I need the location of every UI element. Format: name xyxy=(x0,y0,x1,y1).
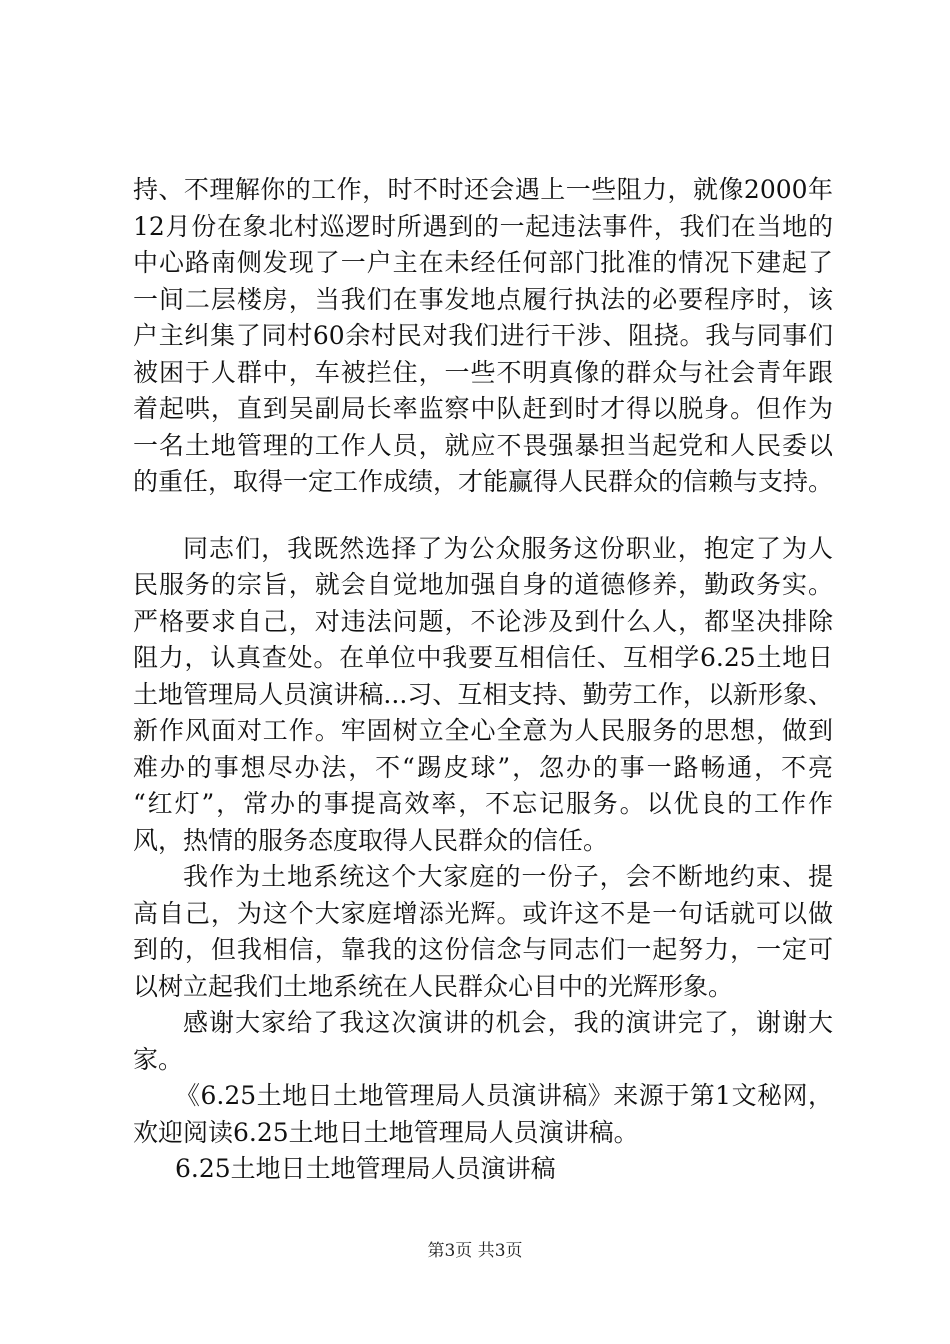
text-line: 严格要求自己，对违法问题，不论涉及到什么人，都坚决排除 xyxy=(133,606,833,636)
text-line: 家。 xyxy=(133,1044,184,1074)
text-line: 我作为土地系统这个大家庭的一份子，会不断地约束、提 xyxy=(183,862,833,891)
text-line: 民服务的宗旨，就会自觉地加强自身的道德修养，勤政务实。 xyxy=(133,570,833,599)
text-line: 高自己，为这个大家庭增添光辉。或许这不是一句话就可以做 xyxy=(133,898,833,928)
text-line: 到的，但我相信，靠我的这份信念与同志们一起努力，一定可 xyxy=(133,935,833,964)
paragraph-2 xyxy=(133,531,833,860)
paragraph-gap xyxy=(133,501,833,531)
text-line: 的重任，取得一定工作成绩，才能赢得人民群众的信赖与支持。 xyxy=(133,467,834,496)
text-line: 户主纠集了同村60余村民对我们进行干涉、阻挠。我与同事们 xyxy=(133,321,833,350)
paragraph-5 xyxy=(133,1078,833,1151)
text-line: 风，热情的服务态度取得人民群众的信任。 xyxy=(133,825,609,855)
text-line: 《6.25土地日土地管理局人员演讲稿》来源于第1文秘网， xyxy=(175,1081,833,1110)
text-line: 持、不理解你的工作，时不时还会遇上一些阻力，就像2000年 xyxy=(133,175,833,204)
text-line: 被困于人群中，车被拦住，一些不明真像的群众与社会青年跟 xyxy=(133,357,833,387)
text-line: 一名土地管理的工作人员，就应不畏强暴担当起党和人民委以 xyxy=(133,430,833,460)
text-line: 中心路南侧发现了一户主在未经任何部门批准的情况下建起了 xyxy=(133,248,833,277)
text-line: “红灯”，常办的事提高效率，不忘记服务。以优良的工作作 xyxy=(133,789,833,818)
page-number: 第3页 共3页 xyxy=(427,1241,523,1261)
paragraph-4 xyxy=(133,1005,833,1078)
text-line: 同志们，我既然选择了为公众服务这份职业，抱定了为人 xyxy=(183,533,833,563)
text-line: 一间二层楼房，当我们在事发地点履行执法的必要程序时，该 xyxy=(133,284,833,314)
text-line: 欢迎阅读6.25土地日土地管理局人员演讲稿。 xyxy=(133,1117,639,1147)
page-footer xyxy=(0,1240,950,1262)
closing-title: 6.25土地日土地管理局人员演讲稿 xyxy=(175,1154,556,1183)
text-line: 12月份在象北村巡逻时所遇到的一起违法事件，我们在当地的 xyxy=(133,211,833,241)
text-line: 感谢大家给了我这次演讲的机会，我的演讲完了，谢谢大 xyxy=(183,1008,833,1037)
text-line: 土地管理局人员演讲稿...习、互相支持、勤劳工作，以新形象、 xyxy=(133,679,833,709)
paragraph-3 xyxy=(133,859,833,1005)
text-line: 以树立起我们土地系统在人民群众心目中的光辉形象。 xyxy=(133,971,734,1001)
document-body xyxy=(133,172,833,1188)
closing-title-block xyxy=(133,1151,833,1188)
text-line: 难办的事想尽办法，不“踢皮球”，忽办的事一路畅通，不亮 xyxy=(133,752,833,782)
text-line: 着起哄，直到吴副局长率监察中队赶到时才得以脱身。但作为 xyxy=(133,394,833,423)
text-line: 阻力，认真查处。在单位中我要互相信任、互相学6.25土地日 xyxy=(133,643,833,672)
paragraph-1 xyxy=(133,172,833,501)
text-line: 新作风面对工作。牢固树立全心全意为人民服务的思想，做到 xyxy=(133,716,833,745)
